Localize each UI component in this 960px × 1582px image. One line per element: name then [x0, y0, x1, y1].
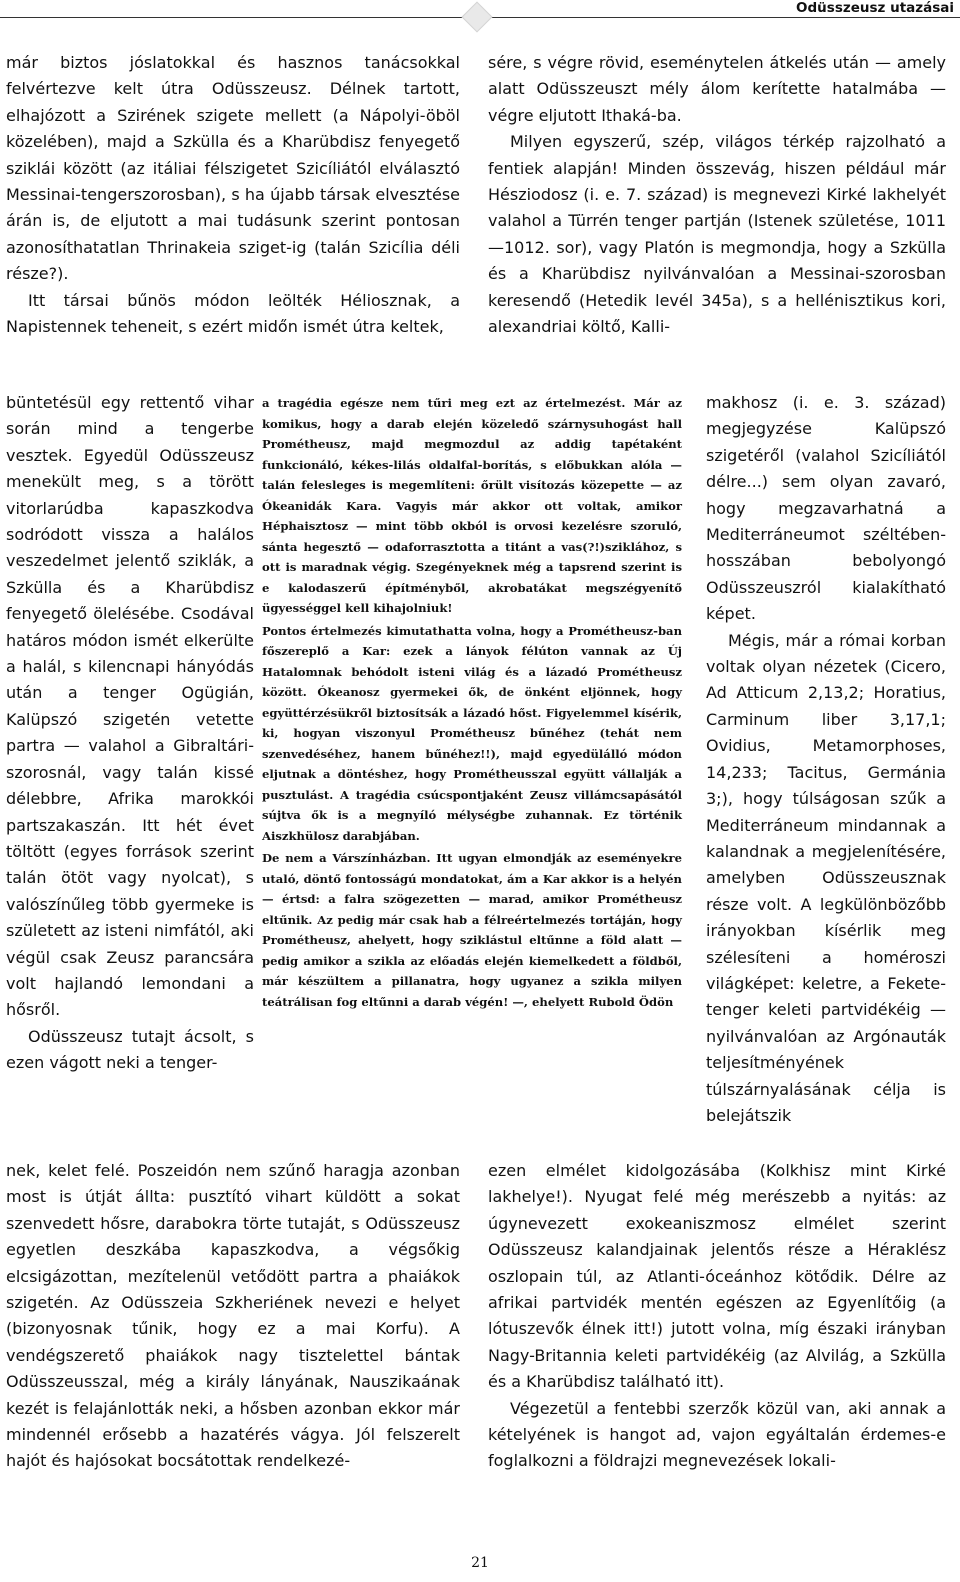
paragraph: már biztos jóslatokkal és hasznos tanácsokkal felvértezve kelt útra Odüsszeusz. Délnek tartott, elhajózott a Szirének szigete mellett (a Nápolyi-öböl közelében), majd a Szkülla és a Kharübdisz fenyegető sziklái között (az itáliai félszigetet Szicíliától elválasztó Messinai-tengerszorosban), s ha újabb társak elvesztése árán is, de eljutott a mai tudásunk szerint pontosan azonosíthatatlan Thrinakeia sziget-ig (talán Szicília déli része?).: [6, 53, 460, 284]
left-column-top: [6, 50, 460, 340]
paragraph: Mégis, már a római korban voltak olyan nézetek (Cicero, Ad Atticum 2,13,2; Horatius, Carminum liber 3,17,1; Ovidius, Metamorphoses, 14,233; Tacitus, Germánia 3;), hogy túlságosan szűk a Mediterráneum mindannak a kalandnak a megjelenítésére, amelyben Odüsszeusznak része volt. A legkülönbözőbb irányokban kísérlik meg szélesíteni a homéroszi világképet: keletre, a Fekete-tenger keleti partvidékéig — nyilvánvalóan az Argónauták teljesítményének túlszárnyalásának célja is belejátszik: [706, 630, 946, 1125]
paragraph: ezen elmélet kidolgozásába (Kolkhisz mint Kirké lakhelye!). Nyugat felé még merészebb a nyitás: az úgynevezett exokeaniszmosz elmélet szerint Odüsszeusz kalandjainak jelentős része a Héraklész oszlopain túl, az Atlanti-óceánhoz kötődik. Délre az afrikai partvidék mentén egészen az Egyenlítőig (a lótuszevők élnek itt!) jutott volna, míg északi irányban Nagy-Britannia keleti partvidékéig (az Alvilág, a Szkülla és a Kharübdisz található itt).: [488, 1161, 946, 1392]
header-diamond-ornament: [461, 1, 492, 32]
sidebar-paragraph: a tragédia egésze nem tűri meg ezt az értelmezést. Már az komikus, hogy a darab elején közeledő szárnysuhogást hall Prométheusz, majd megmozdul az addig tapétaként funkcionáló, kékes-lilás oldalfal-borítás, s előbukkan alóla — talán felesleges is megemlíteni: őrült visítozás közepette — az Ókeanidák Kara. Vagyis már akkor ott voltak, amikor Héphaisztosz — mint több okból is orvosi kezelésre szoruló, sánta hegesztő — odaforrasztotta a titánt a vas(?!)sziklához, s ott is maradnak végig. Szegényeknek még a tapsrend szerint is e kalodaszerű építményből, akrobatákat megszégyenítő ügyességgel kell kihajolniuk!: [262, 396, 682, 615]
right-column-narrow: [706, 390, 946, 1129]
paragraph: nek, kelet felé. Poszeidón nem szűnő haragja azonban most is útját állta: pusztító vihart küldött a sokat szenvedett hősre, darabokra törte tutaját, s Odüsszeusz egyetlen deszkába kapaszkodva, a végsőkig elcsigázottan, mezítelenül vetődött partra a phaiákok szigetén. Az Odüsszeia Szkheriének nevezi e helyet (bizonyosnak tűnik, hogy ez a mai Korfu). A vendégszerető phaiákok nagy tisztelettel bántak Odüsszeusszal, még a király lányának, Nauszikaának kezét is felajánlották neki, a hősben azonban ekkor már mindennél erősebb a hazatérés vágya. Jól felszerelt hajót és hajósokat bocsátottak rendelkezé-: [6, 1161, 460, 1471]
sidebar-paragraph: De nem a Várszínházban. Itt ugyan elmondják az eseményekre utaló, döntő fontosságú mondatokat, ám a Kar akkor is a helyén — értsd: a falra szögezetten — marad, amikor Prométheusz eltűnik. Az pedig már csak hab a félreértelmezés tortáján, hogy Prométheusz, ahelyett, hogy sziklástul eltűnne a föld alatt — pedig amikor a szikla az előadás elején kiemelkedett a földből, már készültem a pillanatra, hogy ugyanez a szikla milyen teátrálisan fog eltűnni a darab végén! —, ehelyett Rubold Ödön: [262, 851, 682, 1009]
sidebar-paragraph: Pontos értelmezés kimutathatta volna, hogy a Prométheusz-ban főszereplő a Kar: ezek a lányok félúton vannak az Új Hatalomnak behódolt isteni világ és a lázadó Prométheusz között. Ókeanosz gyermekei ők, de önként eljönnek, hogy együttérzésükről biztosítsák a lázadó hőst. Figyelemmel kísérik, ki, hogyan viszonyul Prométheusz bűnéhez (tehát nem szenvedéséhez, hanem bűnéhez!!), majd egyedülálló módon eljutnak a döntéshez, hogy Prométheusszal együtt vállalják a pusztulást. A tragédia csúcspontjaként Zeusz villámcsapásától sújtva ők is a megnyíló mélységbe zuhannak. Ez történik Aiszkhülosz darabjában.: [262, 623, 682, 843]
running-title: Odüsszeusz utazásai: [792, 0, 954, 16]
paragraph: Itt társai bűnös módon leölték Héliosznak, a Napistennek teheneit, s ezért midőn ismét útra keltek,: [6, 290, 460, 337]
right-column-top: [488, 50, 946, 340]
sidebar-box: [262, 393, 682, 1153]
page-number: 21: [471, 1555, 489, 1571]
paragraph: makhosz (i. e. 3. század) megjegyzése Kalüpszó szigetéről (valahol Szicíliától délre...) sem olyan zavaró, hogy megzavarhatná a Mediterráneumot széltében-hosszában bebolyongó Odüsszeuszról kialakítható képet.: [706, 393, 946, 624]
paragraph: Végezetül a fentebbi szerzők közül van, aki annak a kételyének is hangot ad, vajon egyáltalán érdemes-e foglalkozni a földrajzi megnevezések lokali-: [488, 1398, 946, 1471]
paragraph: Odüsszeusz tutajt ácsolt, s ezen vágott neki a tenger-: [6, 1026, 254, 1073]
left-column-bottom: [6, 1158, 460, 1475]
paragraph: büntetésül egy rettentő vihar során mind a tengerbe vesztek. Egyedül Odüsszeusz menekült meg, s a törött vitorlarúdba kapaszkodva sodródott vissza a halálos veszedelmet jelentő sziklák, a Szkülla és a Kharübdisz fenyegető ölelésébe. Csodával határos módon ismét elkerülte a halál, s kilencnapi hányódás után a tenger Ogügián, Kalüpszó szigetén vetette partra — valahol a Gibraltári-szorosnál, vagy talán kissé délebbre, Afrika marokkói partszakaszán. Itt hét évet töltött (egyes források szerint talán ötöt vagy nyolcat), s valószínűleg több gyermeke is született az isteni nimfától, aki végül csak Zeusz parancsára volt hajlandó lemondani a hősről.: [6, 393, 254, 1020]
paragraph: Milyen egyszerű, szép, világos térkép rajzolható a fentiek alapján! Minden összevág, hiszen például már Hésziodosz (i. e. 7. század) is megnevezi Kirké lakhelyét valahol a Türrén tenger partján (Istenek születése, 1011—1012. sor), vagy Platón is megmondja, hogy a Szkülla és a Kharübdisz nyilvánvalóan a Messinai-szorosban keresendő (Hetedik levél 345a), s a hellénisztikus kori, alexandriai költő, Kalli-: [488, 132, 946, 337]
paragraph: sére, s végre rövid, eseménytelen átkelés után — amely alatt Odüsszeuszt mély álom kerítette hatalmába — végre eljutott Ithaká-ba.: [488, 53, 946, 125]
left-column-narrow: [6, 390, 254, 1077]
right-column-bottom: [488, 1158, 946, 1475]
